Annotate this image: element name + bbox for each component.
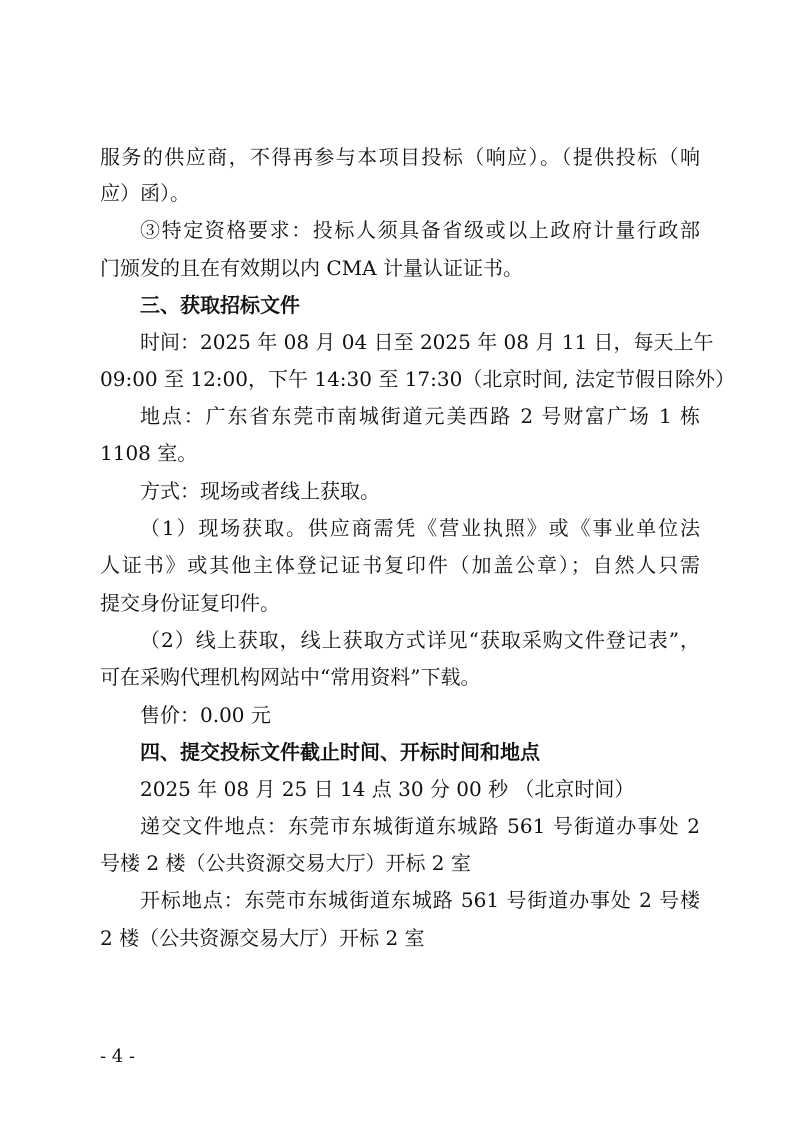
paragraph-line: 时间：2025 年 08 月 04 日至 2025 年 08 月 11 日，每天上午	[140, 330, 714, 354]
paragraph-line: ③特定资格要求：投标人须具备省级或以上政府计量行政部	[140, 218, 700, 242]
paragraph-line: 2 楼（公共资源交易大厅）开标 2 室	[100, 926, 425, 950]
paragraph-line: 门颁发的且在有效期以内 CMA 计量认证证书。	[100, 256, 523, 280]
section-heading: 三、获取招标文件	[140, 293, 300, 317]
paragraph-line: 人证书》或其他主体登记证书复印件（加盖公章）；自然人只需	[100, 553, 700, 577]
paragraph-line: 可在采购代理机构网站中“常用资料”下载。	[100, 665, 481, 689]
paragraph-line: 2025 年 08 月 25 日 14 点 30 分 00 秒 （北京时间）	[140, 777, 635, 801]
paragraph-line: 地点：广东省东莞市南城街道元美西路 2 号财富广场 1 栋	[140, 404, 700, 428]
paragraph-line: 号楼 2 楼（公共资源交易大厅）开标 2 室	[100, 851, 471, 875]
paragraph-line: 1108 室。	[100, 441, 198, 465]
paragraph-line: 方式：现场或者线上获取。	[140, 479, 380, 503]
paragraph-line: （2）线上获取，线上获取方式详见“获取采购文件登记表”，	[140, 628, 700, 652]
paragraph-line: 开标地点：东莞市东城街道东城路 561 号街道办事处 2 号楼	[140, 888, 700, 912]
page-number: - 4 -	[100, 1046, 136, 1067]
paragraph-line: （1）现场获取。供应商需凭《营业执照》或《事业单位法	[140, 516, 700, 540]
section-heading: 四、提交投标文件截止时间、开标时间和地点	[140, 740, 540, 764]
paragraph-line: 应）函）。	[100, 181, 190, 205]
paragraph-line: 提交身份证复印件。	[100, 591, 280, 615]
paragraph-line: 09:00 至 12:00，下午 14:30 至 17:30（北京时间, 法定节假日除外）	[100, 367, 736, 391]
paragraph-line: 递交文件地点：东莞市东城街道东城路 561 号街道办事处 2	[140, 814, 700, 838]
paragraph-line: 售价：0.00 元	[140, 703, 271, 727]
paragraph-line: 服务的供应商，不得再参与本项目投标（响应）。（提供投标（响	[100, 145, 700, 169]
